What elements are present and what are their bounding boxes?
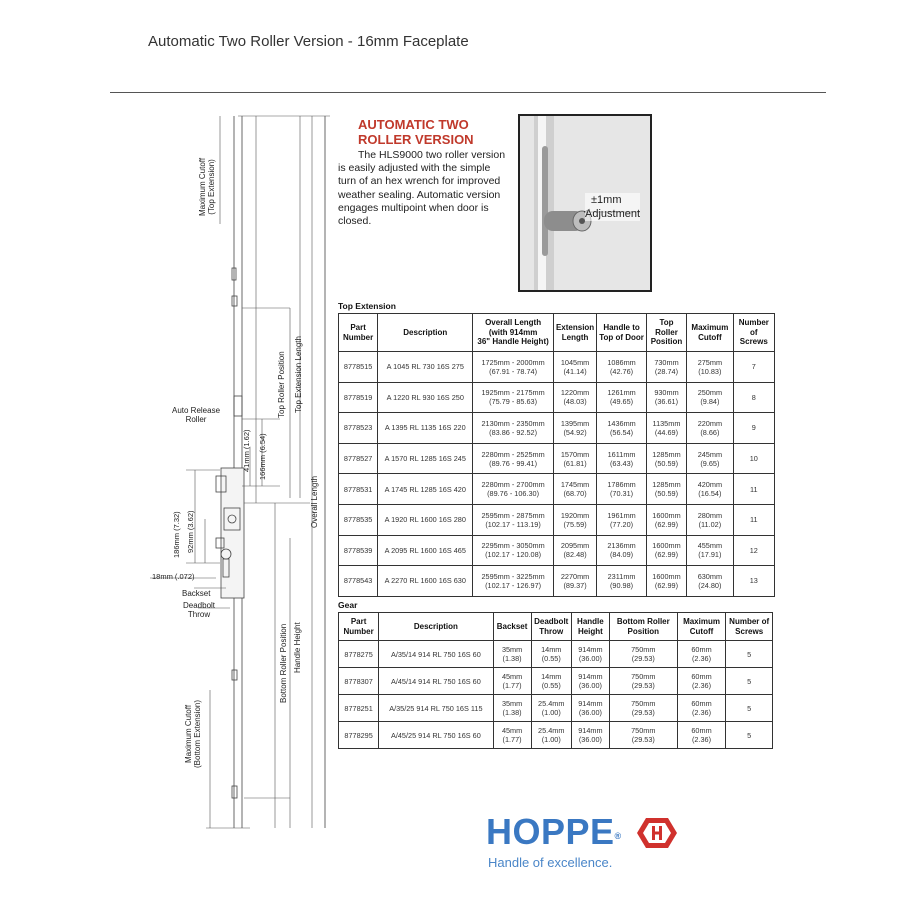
- cell-screws: 11: [733, 504, 774, 535]
- cell-overall: 1725mm - 2000mm (67.91 - 78.74): [473, 352, 554, 383]
- title-divider: [110, 92, 826, 93]
- column-header: Number of Screws: [733, 314, 774, 352]
- cell-desc: A/45/25 914 RL 750 16S 60: [379, 722, 493, 749]
- cell-handle_top: 1611mm (63.43): [597, 443, 647, 474]
- cell-cutoff: 280mm (11.02): [687, 504, 733, 535]
- cell-part: 8778295: [339, 722, 379, 749]
- cell-desc: A/35/25 914 RL 750 16S 115: [379, 695, 493, 722]
- backset-label: Backset: [182, 589, 211, 598]
- cell-desc: A/35/14 914 RL 750 16S 60: [379, 641, 493, 668]
- top-extension-header-row: [339, 314, 775, 352]
- cell-part: 8778531: [339, 474, 378, 505]
- column-header: Maximum Cutoff: [677, 613, 726, 641]
- cell-handle_top: 1436mm (56.54): [597, 413, 647, 444]
- cell-cutoff: 60mm (2.36): [677, 668, 726, 695]
- cell-ext: 1920mm (75.59): [553, 504, 596, 535]
- cell-screws: 12: [733, 535, 774, 566]
- max-cutoff-top-label: Maximum Cutoff (Top Extension): [198, 157, 216, 216]
- cell-desc: A 2270 RL 1600 16S 630: [378, 566, 473, 597]
- dim-18mm-label: 18mm (.072): [152, 572, 195, 581]
- cell-part: 8778527: [339, 443, 378, 474]
- table-row: [339, 504, 775, 535]
- cell-roller: 1600mm (62.99): [646, 535, 686, 566]
- dim-166mm-label: 166mm (6.54): [258, 433, 267, 480]
- cell-roller: 930mm (36.61): [646, 382, 686, 413]
- cell-height: 914mm (36.00): [571, 695, 609, 722]
- hoppe-hexagon-icon: [636, 816, 678, 850]
- dim-41mm-label: 41mm (1.62): [242, 429, 251, 472]
- cell-overall: 2595mm - 2875mm (102.17 - 113.19): [473, 504, 554, 535]
- cell-backset: 45mm (1.77): [493, 668, 531, 695]
- top-extension-caption: Top Extension: [338, 301, 396, 311]
- cell-screws: 5: [726, 668, 773, 695]
- cell-cutoff: 220mm (8.66): [687, 413, 733, 444]
- column-header: Handle to Top of Door: [597, 314, 647, 352]
- column-header: Handle Height: [571, 613, 609, 641]
- table-row: [339, 382, 775, 413]
- cell-cutoff: 630mm (24.80): [687, 566, 733, 597]
- cell-overall: 1925mm - 2175mm (75.79 - 85.63): [473, 382, 554, 413]
- cell-overall: 2295mm - 3050mm (102.17 - 120.08): [473, 535, 554, 566]
- cell-height: 914mm (36.00): [571, 722, 609, 749]
- table-row: [339, 535, 775, 566]
- top-roller-position-label: Top Roller Position: [277, 351, 286, 418]
- gear-table: [338, 612, 773, 749]
- cell-desc: A 1570 RL 1285 16S 245: [378, 443, 473, 474]
- table-row: [339, 641, 773, 668]
- cell-part: 8778543: [339, 566, 378, 597]
- table-row: [339, 413, 775, 444]
- cell-throw: 25.4mm (1.00): [531, 722, 571, 749]
- intro-heading: AUTOMATIC TWO ROLLER VERSION: [358, 117, 474, 147]
- logo-tagline: Handle of excellence.: [488, 855, 613, 870]
- cell-part: 8778307: [339, 668, 379, 695]
- cell-cutoff: 60mm (2.36): [677, 722, 726, 749]
- cell-throw: 14mm (0.55): [531, 641, 571, 668]
- cell-roller: 1135mm (44.69): [646, 413, 686, 444]
- cell-screws: 5: [726, 695, 773, 722]
- cell-overall: 2595mm - 3225mm (102.17 - 126.97): [473, 566, 554, 597]
- logo-wordmark: HOPPE®: [486, 811, 622, 852]
- table-row: [339, 566, 775, 597]
- cell-cutoff: 455mm (17.91): [687, 535, 733, 566]
- cell-handle_top: 1086mm (42.76): [597, 352, 647, 383]
- column-header: Description: [379, 613, 493, 641]
- cell-handle_top: 2311mm (90.98): [597, 566, 647, 597]
- column-header: Part Number: [339, 613, 379, 641]
- cell-desc: A 1220 RL 930 16S 250: [378, 382, 473, 413]
- cell-desc: A 1920 RL 1600 16S 280: [378, 504, 473, 535]
- gear-header-row: [339, 613, 773, 641]
- cell-part: 8778275: [339, 641, 379, 668]
- cell-roller: 1600mm (62.99): [646, 504, 686, 535]
- bottom-roller-position-label: Bottom Roller Position: [279, 623, 288, 703]
- cell-screws: 9: [733, 413, 774, 444]
- cell-overall: 2130mm - 2350mm (83.86 - 92.52): [473, 413, 554, 444]
- cell-screws: 5: [726, 722, 773, 749]
- cell-desc: A 2095 RL 1600 16S 465: [378, 535, 473, 566]
- column-header: Backset: [493, 613, 531, 641]
- cell-roller: 730mm (28.74): [646, 352, 686, 383]
- cell-part: 8778519: [339, 382, 378, 413]
- cell-cutoff: 250mm (9.84): [687, 382, 733, 413]
- cell-roller: 1285mm (50.59): [646, 443, 686, 474]
- cell-screws: 8: [733, 382, 774, 413]
- column-header: Bottom Roller Position: [609, 613, 677, 641]
- table-row: [339, 352, 775, 383]
- table-row: [339, 668, 773, 695]
- cell-ext: 1220mm (48.03): [553, 382, 596, 413]
- cell-roller: 750mm (29.53): [609, 722, 677, 749]
- max-cutoff-bottom-label: Maximum Cutoff (Bottom Extension): [184, 699, 202, 768]
- table-row: [339, 474, 775, 505]
- cell-backset: 35mm (1.38): [493, 641, 531, 668]
- deadbolt-throw-label: Deadbolt Throw: [183, 601, 216, 619]
- cell-handle_top: 1261mm (49.65): [597, 382, 647, 413]
- dim-92mm-label: 92mm (3.62): [186, 510, 195, 553]
- cell-ext: 2270mm (89.37): [553, 566, 596, 597]
- column-header: Maximum Cutoff: [687, 314, 733, 352]
- top-extension-table: [338, 313, 775, 597]
- cell-height: 914mm (36.00): [571, 668, 609, 695]
- cell-ext: 2095mm (82.48): [553, 535, 596, 566]
- cell-cutoff: 245mm (9.65): [687, 443, 733, 474]
- cell-screws: 11: [733, 474, 774, 505]
- cell-screws: 10: [733, 443, 774, 474]
- cell-backset: 45mm (1.77): [493, 722, 531, 749]
- cell-roller: 750mm (29.53): [609, 668, 677, 695]
- cell-roller: 1600mm (62.99): [646, 566, 686, 597]
- column-header: Top Roller Position: [646, 314, 686, 352]
- cell-cutoff: 60mm (2.36): [677, 641, 726, 668]
- cell-roller: 750mm (29.53): [609, 641, 677, 668]
- cell-desc: A 1395 RL 1135 16S 220: [378, 413, 473, 444]
- cell-overall: 2280mm - 2700mm (89.76 - 106.30): [473, 474, 554, 505]
- column-header: Extension Length: [553, 314, 596, 352]
- cell-throw: 25.4mm (1.00): [531, 695, 571, 722]
- column-header: Number of Screws: [726, 613, 773, 641]
- adjustment-label: ±1mm Adjustment: [585, 194, 641, 220]
- cell-desc: A/45/14 914 RL 750 16S 60: [379, 668, 493, 695]
- gear-caption: Gear: [338, 600, 358, 610]
- cell-desc: A 1745 RL 1285 16S 420: [378, 474, 473, 505]
- cell-throw: 14mm (0.55): [531, 668, 571, 695]
- auto-release-roller-label: Auto Release Roller: [172, 406, 221, 424]
- cell-cutoff: 60mm (2.36): [677, 695, 726, 722]
- cell-part: 8778539: [339, 535, 378, 566]
- cell-roller: 750mm (29.53): [609, 695, 677, 722]
- cell-ext: 1570mm (61.81): [553, 443, 596, 474]
- cell-handle_top: 1961mm (77.20): [597, 504, 647, 535]
- cell-screws: 5: [726, 641, 773, 668]
- intro-body: The HLS9000 two roller version is easily adjusted with the simple turn of an hex wrench for improved weather sealing. Automatic version engages multipoint when door is closed.: [338, 149, 506, 228]
- cell-cutoff: 420mm (16.54): [687, 474, 733, 505]
- column-header: Description: [378, 314, 473, 352]
- cell-desc: A 1045 RL 730 16S 275: [378, 352, 473, 383]
- top-extension-length-label: Top Extension Length: [294, 336, 303, 413]
- cell-overall: 2280mm - 2525mm (89.76 - 99.41): [473, 443, 554, 474]
- table-row: [339, 695, 773, 722]
- cell-handle_top: 2136mm (84.09): [597, 535, 647, 566]
- lock-drawing: [150, 108, 335, 838]
- cell-handle_top: 1786mm (70.31): [597, 474, 647, 505]
- table-row: [339, 443, 775, 474]
- cell-screws: 7: [733, 352, 774, 383]
- dim-186mm-label: 186mm (7.32): [172, 511, 181, 558]
- overall-length-label: Overall Length: [310, 475, 319, 528]
- cell-cutoff: 275mm (10.83): [687, 352, 733, 383]
- column-header: Overall Length (with 914mm 36" Handle Height): [473, 314, 554, 352]
- cell-roller: 1285mm (50.59): [646, 474, 686, 505]
- cell-height: 914mm (36.00): [571, 641, 609, 668]
- column-header: Part Number: [339, 314, 378, 352]
- column-header: Deadbolt Throw: [531, 613, 571, 641]
- cell-part: 8778251: [339, 695, 379, 722]
- cell-ext: 1045mm (41.14): [553, 352, 596, 383]
- cell-part: 8778515: [339, 352, 378, 383]
- cell-ext: 1395mm (54.92): [553, 413, 596, 444]
- cell-part: 8778523: [339, 413, 378, 444]
- cell-ext: 1745mm (68.70): [553, 474, 596, 505]
- table-row: [339, 722, 773, 749]
- cell-backset: 35mm (1.38): [493, 695, 531, 722]
- hoppe-logo: [486, 812, 686, 878]
- cell-screws: 13: [733, 566, 774, 597]
- page-title: Automatic Two Roller Version - 16mm Faceplate: [148, 33, 469, 50]
- lock-diagram: [150, 108, 335, 838]
- cell-part: 8778535: [339, 504, 378, 535]
- handle-height-label: Handle Height: [293, 622, 302, 673]
